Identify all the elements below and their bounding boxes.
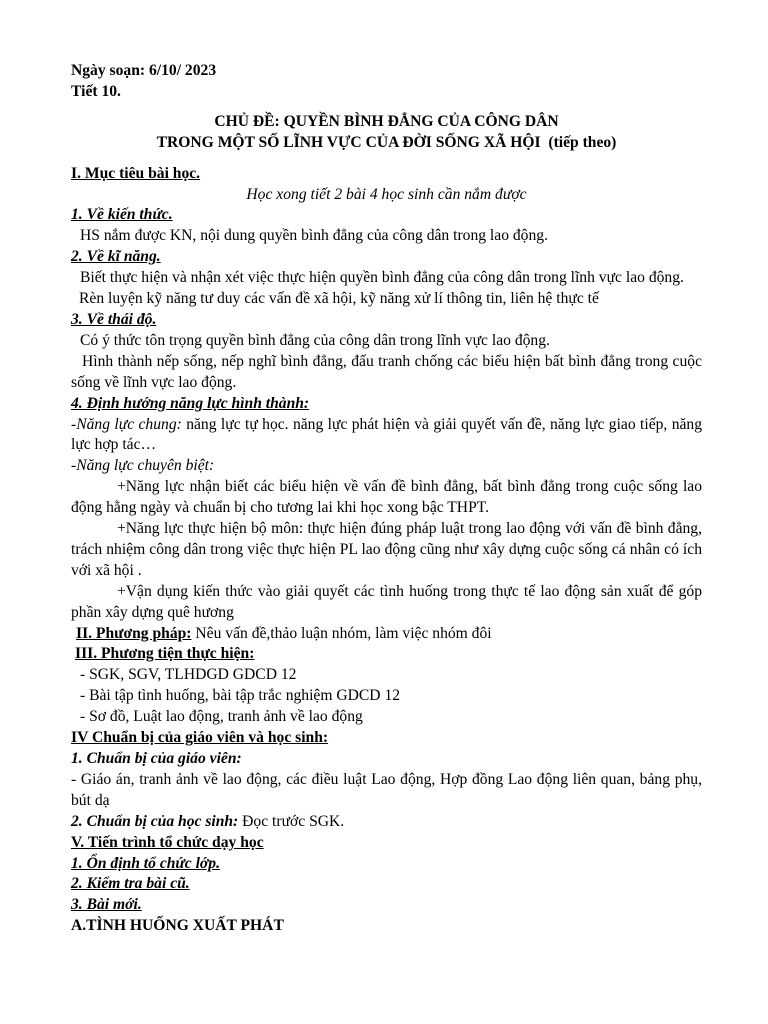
lesson-number: Tiết 10. xyxy=(71,82,121,100)
objectives-intro: Học xong tiết 2 bài 4 học sinh cần nắm được xyxy=(246,185,527,203)
topic-title-suffix: (tiếp theo) xyxy=(548,133,617,151)
attitude-heading: 3. Về thái độ. xyxy=(71,310,157,328)
teacher-preparation-text: - Giáo án, tranh ảnh về lao động, các điều luật Lao động, Hợp đồng Lao động liên quan, bảng phụ, bút dạ xyxy=(71,770,702,809)
general-competency xyxy=(71,415,702,457)
skills-paragraph-1: Biết thực hiện và nhận xét việc thực hiện quyền bình đẳng của công dân trong lĩnh vực lao động. xyxy=(80,269,684,287)
skills-heading: 2. Về kĩ năng. xyxy=(71,248,161,266)
process-heading: V. Tiến trình tổ chức dạy học xyxy=(71,833,264,851)
topic-title-line1: CHỦ ĐỀ: QUYỀN BÌNH ĐẲNG CỦA CÔNG DÂN xyxy=(214,112,559,130)
starting-situation-heading: A.TÌNH HUỐNG XUẤT PHÁT xyxy=(71,917,284,935)
skills-paragraph-2: Rèn luyện kỹ năng tư duy các vấn đề xã hội, kỹ năng xử lí thông tin, liên hệ thực tế xyxy=(79,290,599,308)
document-page xyxy=(71,61,702,937)
materials-item: - Sơ đồ, Luật lao động, tranh ảnh về lao động xyxy=(80,708,363,726)
materials-heading: III. Phương tiện thực hiện: xyxy=(75,645,255,663)
student-preparation-heading: 2. Chuẩn bị của học sinh: xyxy=(71,812,239,830)
process-step-2: 2. Kiểm tra bài cũ. xyxy=(71,875,190,893)
competency-heading: 4. Định hướng năng lực hình thành: xyxy=(71,394,310,412)
competency-item: +Năng lực thực hiện bộ môn: thực hiện đúng pháp luật trong lao động với vấn đề bình đẳng, trách nhiệm công dân trong việc thực hiện PL lao động cũng như xây dựng cuộc sống cá nhân có ích với xã hội . xyxy=(71,520,702,579)
materials-item: - SGK, SGV, TLHDGD GDCD 12 xyxy=(80,666,297,684)
general-competency-text: năng lực tự học. năng lực phát hiện và giải quyết vấn đề, năng lực giao tiếp, năng lực hợp tác… xyxy=(71,415,703,454)
methods-heading: II. Phương pháp: xyxy=(76,624,192,642)
student-preparation xyxy=(71,812,702,833)
methods-text: Nêu vấn đề,thảo luận nhóm, làm việc nhóm đôi xyxy=(191,624,492,642)
knowledge-heading: 1. Về kiến thức. xyxy=(71,206,173,224)
knowledge-text: HS nắm được KN, nội dung quyền bình đẳng của công dân trong lao động. xyxy=(80,227,548,245)
preparation-date: Ngày soạn: 6/10/ 2023 xyxy=(71,62,217,79)
methods-line xyxy=(71,624,702,645)
competency-item: +Vận dụng kiến thức vào giải quyết các tình huống trong thực tế lao động sản xuất để góp phần xây dựng quê hương xyxy=(71,582,702,621)
preparation-heading: IV Chuẩn bị của giáo viên và học sinh: xyxy=(71,729,329,747)
section-objectives-heading: I. Mục tiêu bài học. xyxy=(71,164,201,182)
attitude-paragraph-2: Hình thành nếp sống, nếp nghĩ bình đẳng, đấu tranh chống các biểu hiện bất bình đẳng trong cuộc sống về lĩnh vực lao động. xyxy=(71,352,702,391)
topic-title-main: TRONG MỘT SỐ LĨNH VỰC CỦA ĐỜI SỐNG XÃ HỘI xyxy=(156,133,541,151)
process-step-3: 3. Bài mới. xyxy=(71,896,142,914)
teacher-preparation-heading: 1. Chuẩn bị của giáo viên: xyxy=(71,750,242,767)
competency-item: +Năng lực nhận biết các biểu hiện về vấn đề bình đẳng, bất bình đẳng trong cuộc sống lao động hằng ngày và chuẩn bị cho tương lai khi học xong bậc THPT. xyxy=(71,478,702,517)
student-preparation-text: Đọc trước SGK. xyxy=(238,812,345,830)
topic-title-line2 xyxy=(71,133,702,154)
process-step-1: 1. Ổn định tổ chức lớp. xyxy=(71,854,220,872)
materials-item: - Bài tập tình huống, bài tập trắc nghiệm GDCD 12 xyxy=(80,687,401,705)
materials-heading-wrap xyxy=(71,644,702,665)
attitude-paragraph-1: Có ý thức tôn trọng quyền bình đẳng của công dân trong lĩnh vực lao động. xyxy=(80,331,550,349)
specific-competency-label: -Năng lực chuyên biệt: xyxy=(71,457,215,475)
general-competency-label: -Năng lực chung: xyxy=(71,415,182,433)
